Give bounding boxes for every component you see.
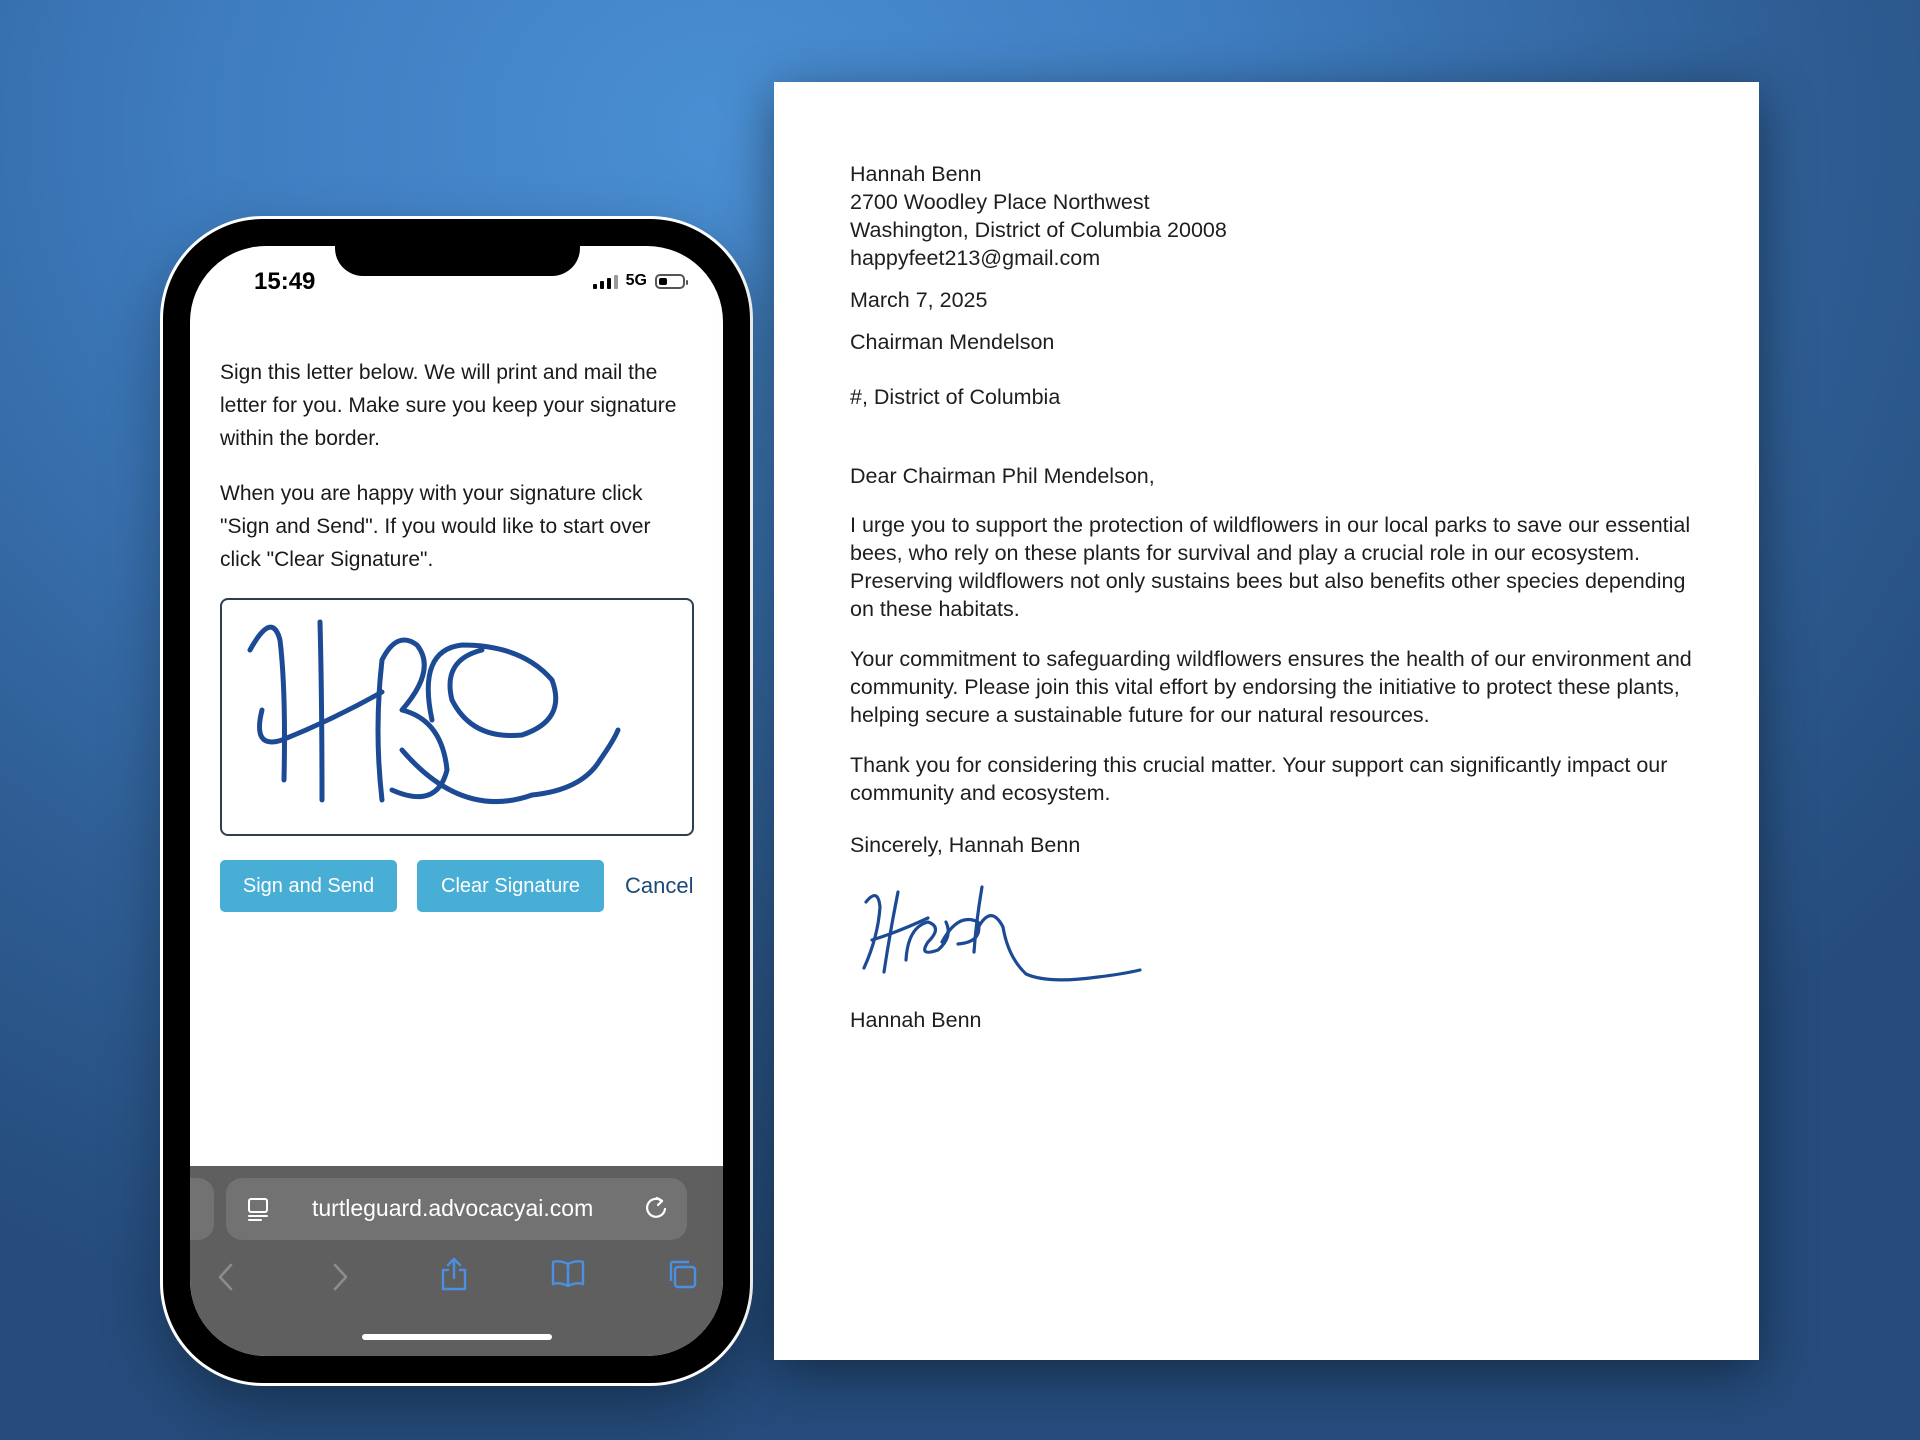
sender-name: Hannah Benn	[850, 162, 982, 186]
page-menu-icon[interactable]	[246, 1196, 272, 1222]
letter-greeting: Dear Chairman Phil Mendelson,	[850, 464, 1155, 488]
sender-address	[850, 160, 1227, 272]
phone-mockup	[163, 219, 750, 1383]
signal-bars-icon	[593, 273, 618, 289]
status-bar-right	[593, 272, 685, 290]
letter-signature-name: Hannah Benn	[850, 1008, 982, 1032]
letter-closing: Sincerely, Hannah Benn	[850, 833, 1081, 857]
instructions	[220, 356, 695, 598]
home-indicator	[362, 1334, 552, 1340]
sender-city: Washington, District of Columbia 20008	[850, 218, 1227, 242]
letter-paragraph-2: Your commitment to safeguarding wildflowers ensures the health of our environment and community. Please join this vital effort by endorsing the initiative to protect these plants, helping secure a sustainable future for our natural resources.	[850, 647, 1692, 727]
network-label: 5G	[625, 272, 647, 289]
letter-date: March 7, 2025	[850, 288, 988, 312]
address-bar[interactable]	[226, 1178, 687, 1240]
reload-icon[interactable]	[643, 1195, 669, 1221]
letter-paragraph-3: Thank you for considering this crucial matter. Your support can significantly impact our community and ecosystem.	[850, 753, 1668, 805]
signature-pad[interactable]	[220, 598, 694, 836]
back-icon[interactable]	[216, 1262, 236, 1297]
phone-notch	[335, 246, 580, 276]
cancel-link[interactable]: Cancel	[625, 873, 694, 898]
instruction-text-1: Sign this letter below. We will print and mail the letter for you. Make sure you keep your signature within the border.	[220, 361, 677, 450]
sign-and-send-button[interactable]: Sign and Send	[220, 860, 397, 912]
forward-icon[interactable]	[330, 1262, 350, 1297]
instruction-text-2: When you are happy with your signature click "Sign and Send". If you would like to start over click "Clear Signature".	[220, 482, 651, 571]
browser-bar	[190, 1166, 723, 1356]
previous-tab[interactable]	[190, 1178, 214, 1240]
clear-signature-button[interactable]: Clear Signature	[417, 860, 604, 912]
recipient-name: Chairman Mendelson	[850, 330, 1055, 354]
recipient-place: #, District of Columbia	[850, 385, 1061, 409]
phone-screen	[190, 246, 723, 1356]
bookmarks-icon[interactable]	[550, 1258, 586, 1293]
sender-email: happyfeet213@gmail.com	[850, 246, 1101, 270]
tabs-icon[interactable]	[666, 1258, 698, 1295]
url-text: turtleguard.advocacyai.com	[312, 1195, 594, 1221]
browser-toolbar	[190, 1252, 723, 1308]
drawn-signature	[222, 600, 696, 838]
sender-street: 2700 Woodley Place Northwest	[850, 190, 1150, 214]
letter-signature-image	[858, 882, 1148, 992]
letter-paragraph-1: I urge you to support the protection of wildflowers in our local parks to save our essential bees, who rely on these plants for survival and play a crucial role in our ecosystem. Preserving wildflowers not only sustains bees but also benefits other species depending on these habitats.	[850, 513, 1691, 621]
status-time: 15:49	[254, 268, 316, 295]
share-icon[interactable]	[438, 1256, 470, 1297]
letter-preview	[774, 82, 1759, 1360]
battery-icon	[655, 274, 685, 289]
